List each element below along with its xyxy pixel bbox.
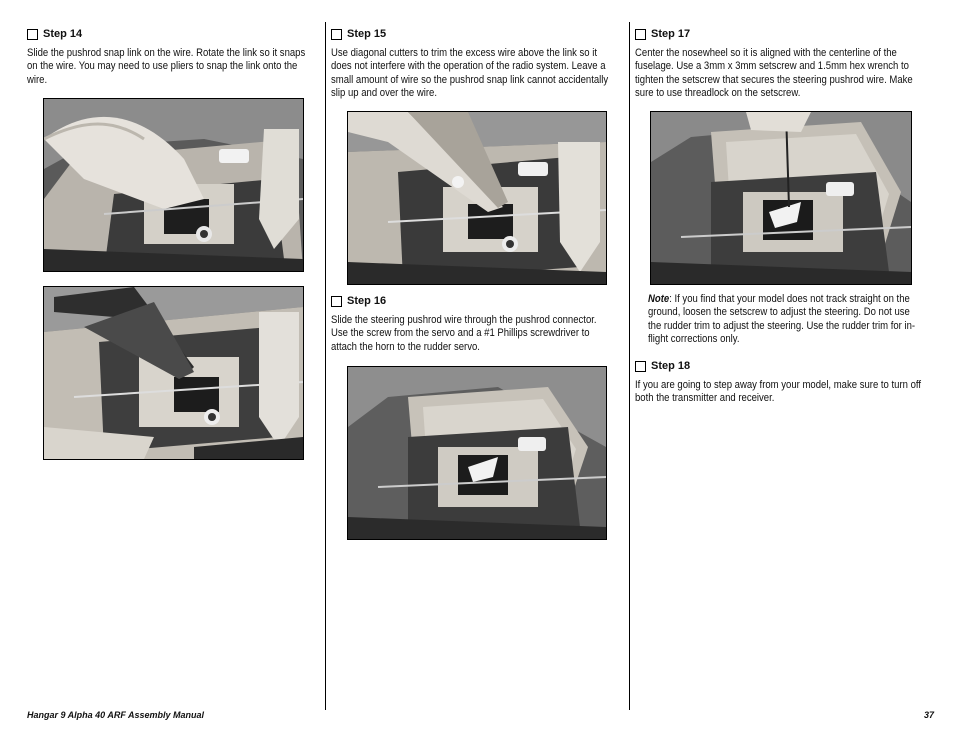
step-14-photo-1 bbox=[43, 98, 304, 272]
step-16-photo bbox=[347, 366, 607, 540]
page-number: 37 bbox=[924, 710, 935, 720]
step-14-heading bbox=[27, 28, 82, 40]
step-17-photo bbox=[650, 111, 912, 285]
step-15-photo bbox=[347, 111, 607, 285]
step-15-checkbox[interactable] bbox=[331, 29, 342, 40]
step-18-checkbox[interactable] bbox=[635, 361, 646, 372]
step-16-title: Step 16 bbox=[347, 295, 387, 307]
column-divider-1 bbox=[325, 22, 326, 710]
step-14-text: Slide the pushrod snap link on the wire. Rotate the link so it snaps on the wire. You may need to use pliers to snap the link onto the wire. bbox=[27, 47, 306, 86]
step-15-title: Step 15 bbox=[347, 28, 387, 40]
step-16-text: Slide the steering pushrod wire through the pushrod connector. Use the screw from the servo and a #1 Phillips screwdriver to attach the horn to the rudder servo. bbox=[331, 314, 597, 353]
step-17-text: Center the nosewheel so it is aligned with the centerline of the fuselage. Use a 3mm x 3mm setscrew and 1.5mm hex wrench to tighten the setscrew that secures the steering pushrod wire. Make sure to use threadlock on the setscrew. bbox=[635, 47, 913, 100]
note-label: Note bbox=[648, 293, 670, 305]
step-14-checkbox[interactable] bbox=[27, 29, 38, 40]
note-body: : If you find that your model does not track straight on the ground, loosen the setscrew to adjust the steering. Do not use the rudder trim to adjust the steering. Use the rudder trim for in-flight corrections only. bbox=[648, 293, 916, 346]
step-14-photo-2 bbox=[43, 286, 304, 460]
step-17-checkbox[interactable] bbox=[635, 29, 646, 40]
step-18-title: Step 18 bbox=[651, 360, 691, 372]
step-18-text: If you are going to step away from your model, make sure to turn off both the transmitter and receiver. bbox=[635, 379, 922, 405]
note-text bbox=[648, 293, 923, 347]
step-17-title: Step 17 bbox=[651, 28, 691, 40]
step-15-text: Use diagonal cutters to trim the excess wire above the link so it does not interfere with the operation of the radio system. Leave a small amount of wire so the pushrod snap link cannot accidentally slip up and over the wire. bbox=[331, 47, 609, 100]
step-14-title: Step 14 bbox=[43, 28, 83, 40]
column-divider-2 bbox=[629, 22, 630, 710]
step-15-heading bbox=[331, 28, 386, 40]
footer-title: Hangar 9 Alpha 40 ARF Assembly Manual bbox=[27, 710, 205, 720]
step-17-heading bbox=[635, 28, 690, 40]
step-16-checkbox[interactable] bbox=[331, 296, 342, 307]
step-16-heading bbox=[331, 295, 386, 307]
step-18-heading bbox=[635, 360, 690, 372]
